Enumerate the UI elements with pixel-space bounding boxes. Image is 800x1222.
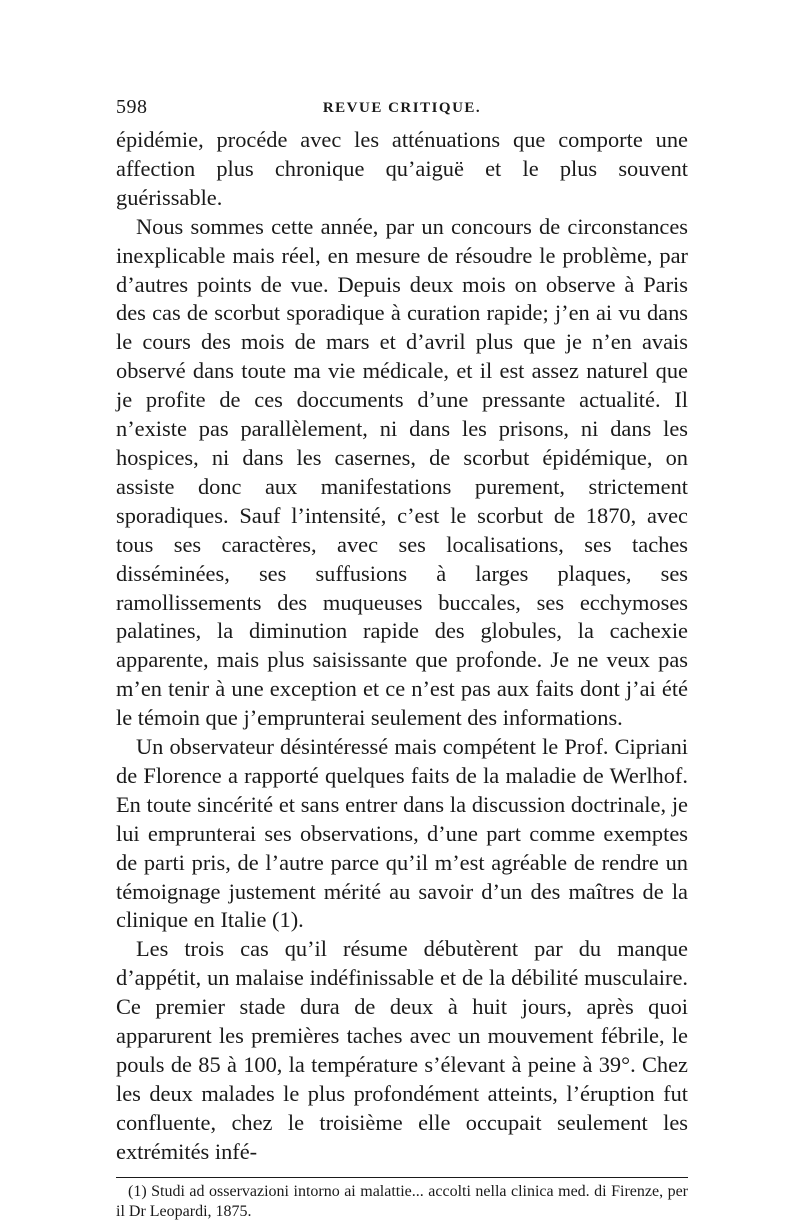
page-header — [116, 96, 688, 124]
body-text — [116, 126, 688, 1167]
page-number: 598 — [116, 96, 148, 118]
paragraph-cipriani: Un observateur désintéressé mais compétent le Prof. Cipriani de Florence a rapporté quelques faits de la maladie de Werlhof. En toute sincérité et sans entrer dans la discussion doctrinale, je lui emprunterai ses observations, d’une part comme exemptes de parti pris, de l’autre parce qu’il m’est agréable de rendre un témoignage justement mérité au savoir d’un des maîtres de la clinique en Italie (1). — [116, 734, 688, 933]
footnote: (1) Studi ad osservazioni intorno ai malattie... accolti nella clinica med. di Firenze, per il Dr Leopardi, 1875. — [116, 1182, 688, 1220]
footnote-divider — [116, 1177, 688, 1178]
paragraph-continuation: épidémie, procéde avec les atténuations que comporte une affection plus chronique qu’aiguë et le plus souvent guérissable. — [116, 127, 688, 210]
running-title: REVUE CRITIQUE. — [322, 100, 482, 116]
paragraph-trois-cas: Les trois cas qu’il résume débutèrent par du manque d’appétit, un malaise indéfinissable et de la débilité musculaire. Ce premier stade dura de deux à huit jours, après quoi apparurent les premières taches avec un mouvement fébrile, le pouls de 85 à 100, la température s’élevant à peine à 39°. Chez les deux malades le plus profondément atteints, l’éruption fut confluente, chez le troisième elle occupait seulement les extrémités infé- — [116, 936, 688, 1164]
paragraph-scorbut-sporadique: Nous sommes cette année, par un concours de circonstances inexplicable mais réel, en mesure de résoudre le problème, par d’autres points de vue. Depuis deux mois on observe à Paris des cas de scorbut sporadique à curation rapide; j’en ai vu dans le cours des mois de mars et d’avril plus que je n’en avais observé dans toute ma vie médicale, et il est assez naturel que je profite de ces doccuments d’une pressante actualité. Il n’existe pas parallèlement, ni dans les prisons, ni dans les hospices, ni dans les casernes, de scorbut épidémique, on assiste donc aux manifestations purement, strictement sporadiques. Sauf l’intensité, c’est le scorbut de 1870, avec tous ses caractères, avec ses localisations, ses taches disséminées, ses suffusions à larges plaques, ses ramollissements des muqueuses buccales, ses ecchymoses palatines, la diminution rapide des globules, la cachexie apparente, mais plus saisissante que profonde. Je ne veux pas m’en tenir à une exception et ce n’est pas aux faits dont j’ai été le témoin que j’emprunterai seulement des informations. — [116, 213, 688, 731]
document-page — [116, 96, 688, 1222]
